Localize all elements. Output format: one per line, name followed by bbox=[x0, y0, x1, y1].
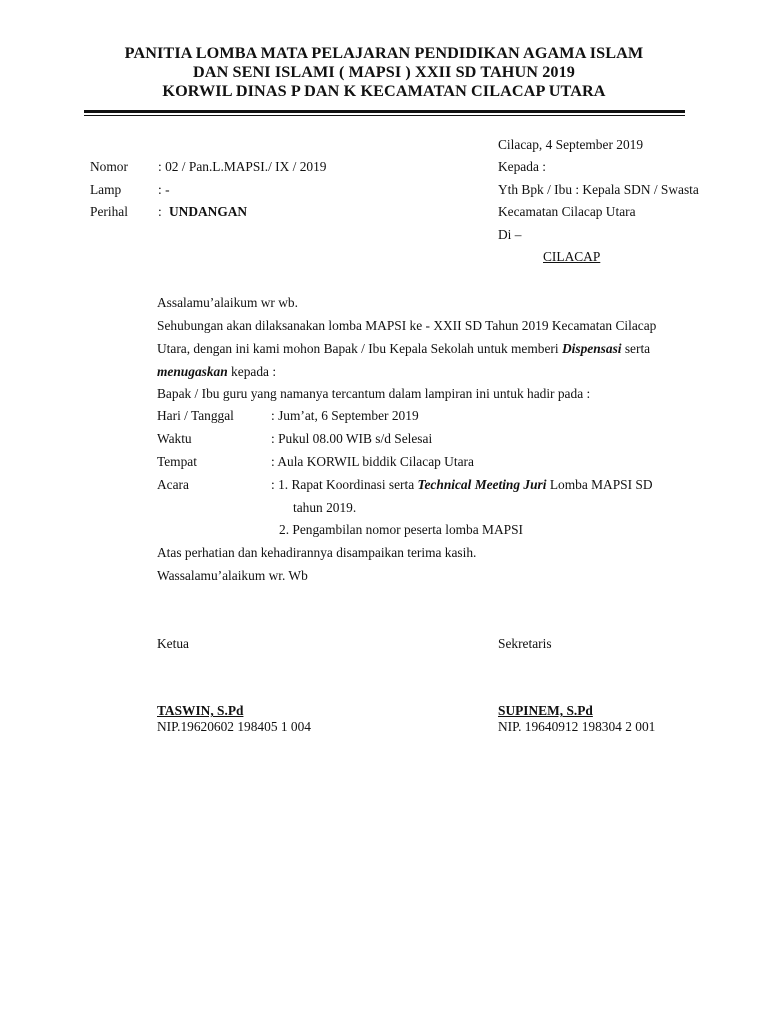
paragraph-1-line-3 bbox=[157, 364, 276, 380]
lamp-label: Lamp bbox=[90, 182, 122, 197]
acara-label: Acara bbox=[157, 477, 189, 492]
perihal-colon: : bbox=[158, 204, 162, 219]
recipient-line-1: Yth Bpk / Ibu : Kepala SDN / Swasta bbox=[498, 182, 699, 197]
hari-value: : Jum’at, 6 September 2019 bbox=[271, 408, 419, 423]
signature-right-nip: NIP. 19640912 198304 2 001 bbox=[498, 719, 656, 734]
signature-left-title: Ketua bbox=[157, 636, 189, 651]
technical-meeting-emphasis: Technical Meeting Juri bbox=[417, 477, 547, 492]
tempat-value: : Aula KORWIL biddik Cilacap Utara bbox=[271, 454, 474, 469]
paragraph-1-line-1: Sehubungan akan dilaksanakan lomba MAPSI ke - XXII SD Tahun 2019 Kecamatan Cilacap bbox=[157, 318, 657, 333]
kepada-label: Kepada : bbox=[498, 159, 546, 174]
signature-left-name: TASWIN, S.Pd bbox=[157, 703, 244, 718]
signature-right-title: Sekretaris bbox=[498, 636, 552, 651]
letterhead-divider-thin bbox=[84, 115, 685, 116]
letterhead-line-2: DAN SENI ISLAMI ( MAPSI ) XXII SD TAHUN 2019 bbox=[193, 63, 575, 81]
place-date: Cilacap, 4 September 2019 bbox=[498, 137, 644, 152]
acara-item-1-text: : 1. Rapat Koordinasi serta bbox=[271, 477, 418, 492]
recipient-di: Di – bbox=[498, 227, 522, 242]
acara-item-2: 2. Pengambilan nomor peserta lomba MAPSI bbox=[279, 522, 523, 537]
paragraph-1-line-2 bbox=[157, 341, 650, 357]
lamp-value: : - bbox=[158, 182, 170, 197]
signature-left-nip: NIP.19620602 198405 1 004 bbox=[157, 719, 311, 734]
perihal-label: Perihal bbox=[90, 204, 128, 219]
paragraph-1-line-3-tail: kepada : bbox=[227, 364, 277, 379]
letterhead-line-3: KORWIL DINAS P DAN K KECAMATAN CILACAP UTARA bbox=[162, 82, 606, 100]
recipient-line-2: Kecamatan Cilacap Utara bbox=[498, 204, 636, 219]
greeting: Assalamu’alaikum wr wb. bbox=[157, 295, 298, 310]
tempat-label: Tempat bbox=[157, 454, 197, 469]
nomor-value: : 02 / Pan.L.MAPSI./ IX / 2019 bbox=[158, 159, 327, 174]
closing-text: Atas perhatian dan kehadirannya disampaikan terima kasih. bbox=[157, 545, 477, 560]
menugaskan-emphasis: menugaskan bbox=[157, 364, 228, 379]
closing-salam: Wassalamu’alaikum wr. Wb bbox=[157, 568, 308, 583]
signature-right-name: SUPINEM, S.Pd bbox=[498, 703, 593, 718]
waktu-label: Waktu bbox=[157, 431, 192, 446]
hari-label: Hari / Tanggal bbox=[157, 408, 234, 423]
dispensasi-emphasis: Dispensasi bbox=[561, 341, 622, 356]
paragraph-1-line-2-tail: serta bbox=[621, 341, 651, 356]
letterhead-divider-thick bbox=[84, 110, 685, 113]
waktu-value: : Pukul 08.00 WIB s/d Selesai bbox=[271, 431, 433, 446]
acara-item-1 bbox=[271, 477, 653, 493]
perihal-value: UNDANGAN bbox=[169, 204, 248, 219]
paragraph-2: Bapak / Ibu guru yang namanya tercantum dalam lampiran ini untuk hadir pada : bbox=[157, 386, 591, 401]
paragraph-1-line-2-text: Utara, dengan ini kami mohon Bapak / Ibu Kepala Sekolah untuk memberi bbox=[157, 341, 562, 356]
acara-item-1-tail: Lomba MAPSI SD bbox=[546, 477, 653, 492]
nomor-label: Nomor bbox=[90, 159, 128, 174]
recipient-city: CILACAP bbox=[543, 249, 601, 264]
acara-item-1-continuation: tahun 2019. bbox=[293, 500, 357, 515]
letterhead-line-1: PANITIA LOMBA MATA PELAJARAN PENDIDIKAN AGAMA ISLAM bbox=[124, 44, 644, 62]
